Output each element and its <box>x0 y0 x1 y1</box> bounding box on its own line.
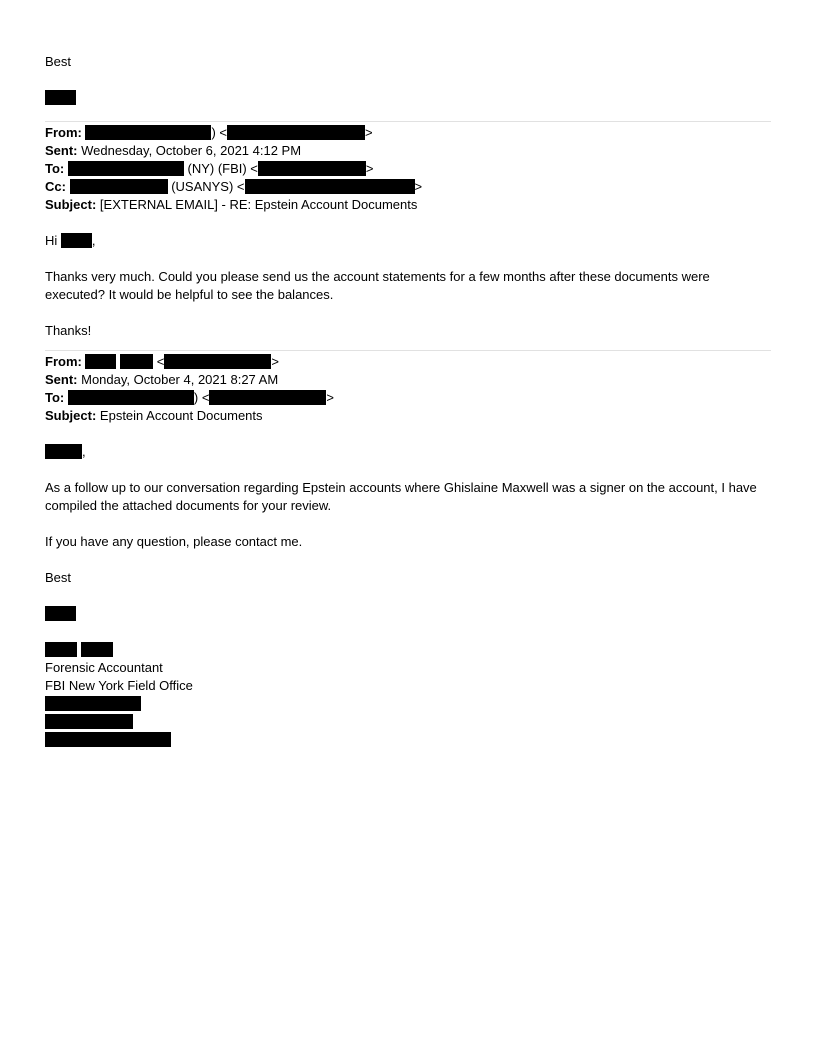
message-header <box>45 124 771 214</box>
to-label: To: <box>45 161 65 176</box>
cc-affiliation: (USANYS) < <box>167 179 245 194</box>
redacted-signature <box>45 90 76 105</box>
from-end: > <box>271 354 279 369</box>
redacted-contact-line <box>45 696 141 711</box>
subject-label: Subject: <box>45 408 97 423</box>
redacted-greeting-name <box>45 444 82 459</box>
from-label: From: <box>45 125 82 140</box>
message-header <box>45 353 771 425</box>
from-end: > <box>365 125 373 140</box>
greeting-comma: , <box>91 233 96 248</box>
redacted-contact-line <box>45 732 171 747</box>
redacted-sender-email <box>164 354 271 369</box>
signature-block <box>45 641 771 749</box>
redacted-sender-last-name <box>120 354 153 369</box>
cc-end: > <box>414 179 423 194</box>
subject-label: Subject: <box>45 197 97 212</box>
message-body-contact: If you have any question, please contact me. <box>45 534 303 549</box>
redacted-signer-first-name <box>45 642 77 657</box>
subject-value: Epstein Account Documents <box>99 408 263 423</box>
redacted-cc-name <box>70 179 168 194</box>
sent-label: Sent: <box>45 372 78 387</box>
cc-label: Cc: <box>45 179 66 194</box>
redacted-greeting-name <box>61 233 92 248</box>
redacted-signer-last-name <box>81 642 113 657</box>
redacted-cc-email <box>245 179 415 194</box>
redacted-signature <box>45 606 76 621</box>
redacted-recipient-name <box>68 390 194 405</box>
signer-office: FBI New York Field Office <box>45 678 193 693</box>
sent-value: Wednesday, October 6, 2021 4:12 PM <box>81 143 302 158</box>
redacted-recipient-name <box>68 161 184 176</box>
to-separator: ) < <box>193 390 210 405</box>
email-thread <box>45 53 771 749</box>
redacted-recipient-email <box>258 161 366 176</box>
subject-value: [EXTERNAL EMAIL] - RE: Epstein Account Documents <box>99 197 418 212</box>
redacted-sender-email <box>227 125 365 140</box>
to-end: > <box>326 390 335 405</box>
to-end: > <box>365 161 374 176</box>
redacted-contact-line <box>45 714 133 729</box>
from-label: From: <box>45 354 82 369</box>
redacted-recipient-email <box>209 390 326 405</box>
to-affiliation: (NY) (FBI) < <box>183 161 258 176</box>
sent-value: Monday, October 4, 2021 8:27 AM <box>81 372 279 387</box>
signer-title: Forensic Accountant <box>45 660 163 675</box>
greeting-hi: Hi <box>45 233 61 248</box>
message-divider <box>45 121 771 122</box>
from-separator: ) < <box>211 125 228 140</box>
greeting-comma: , <box>82 444 86 459</box>
to-label: To: <box>45 390 65 405</box>
sent-label: Sent: <box>45 143 78 158</box>
redacted-sender-first-name <box>85 354 116 369</box>
message-divider <box>45 350 771 351</box>
closing-thanks: Thanks! <box>45 323 92 338</box>
redacted-sender-name <box>85 125 211 140</box>
from-separator: < <box>153 354 165 369</box>
closing-best: Best <box>45 54 72 69</box>
message-body: As a follow up to our conversation regarding Epstein accounts where Ghislaine Maxwell was a signer on the account, I have compiled the attached documents for your review. <box>45 480 757 513</box>
message-body: Thanks very much. Could you please send us the account statements for a few months after these documents were executed? It would be helpful to see the balances. <box>45 269 710 302</box>
closing-best: Best <box>45 570 72 585</box>
